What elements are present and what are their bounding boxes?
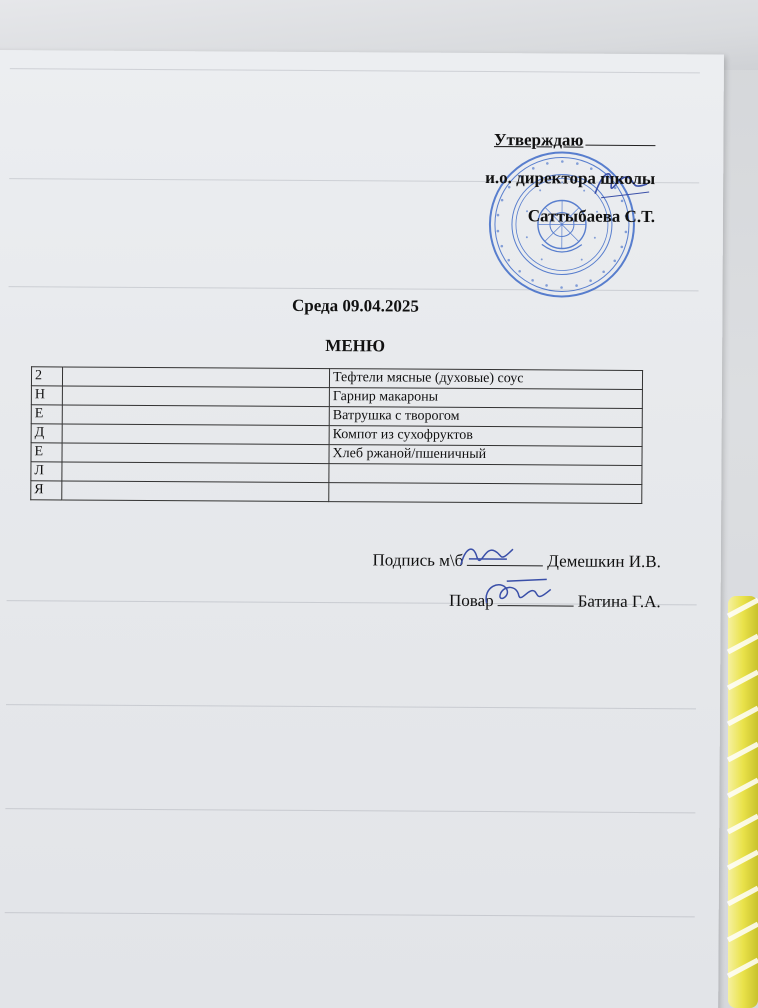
cook-signature-icon [477, 573, 557, 613]
row-letter-cell: Н [31, 386, 62, 405]
ghost-line [5, 808, 695, 813]
menu-title: МЕНЮ [325, 336, 386, 356]
empty-cell [62, 481, 329, 502]
dish-cell [329, 464, 642, 485]
date-title: Среда 09.04.2025 [291, 295, 419, 316]
empty-cell [62, 367, 329, 388]
nurse-signature-icon [455, 539, 525, 573]
menu-document-sheet [0, 50, 724, 1008]
ghost-line [6, 704, 696, 709]
dish-cell: Тефтели мясные (духовые) соус [329, 369, 642, 390]
nurse-name: Демешкин И.В. [547, 551, 661, 572]
dish-cell [329, 483, 642, 504]
row-letter-cell: Я [31, 481, 62, 500]
empty-cell [62, 405, 329, 426]
cook-label: Повар [448, 590, 494, 611]
menu-table-body [31, 367, 643, 504]
approval-block [485, 131, 656, 228]
approval-title: Утверждаю [493, 130, 584, 150]
cook-name: Батина Г.А. [577, 591, 661, 612]
row-letter-cell: Л [31, 462, 62, 481]
empty-cell [62, 424, 329, 445]
approval-title-line [485, 131, 655, 152]
empty-cell [62, 462, 329, 483]
yellow-candle [724, 596, 758, 1008]
approval-position: и.о. директора школы [485, 168, 656, 189]
dish-cell: Компот из сухофруктов [329, 426, 642, 447]
row-letter-cell: Е [31, 443, 62, 462]
dish-cell: Хлеб ржаной/пшеничный [329, 445, 642, 466]
row-letter-cell: Е [31, 405, 62, 424]
row-letter-cell: 2 [31, 367, 62, 386]
nurse-label: Подпись м\б [372, 550, 464, 570]
empty-cell [62, 443, 329, 464]
menu-table [30, 366, 643, 504]
dish-cell: Ватрушка с творогом [329, 407, 642, 428]
ghost-line [5, 912, 695, 917]
table-row [31, 481, 642, 504]
approval-name: Саттыбаева С.Т. [527, 206, 656, 227]
empty-cell [62, 386, 329, 407]
dish-cell: Гарнир макароны [329, 388, 642, 409]
approval-signature-line [585, 145, 655, 146]
ghost-line [10, 68, 700, 73]
row-letter-cell: Д [31, 424, 62, 443]
